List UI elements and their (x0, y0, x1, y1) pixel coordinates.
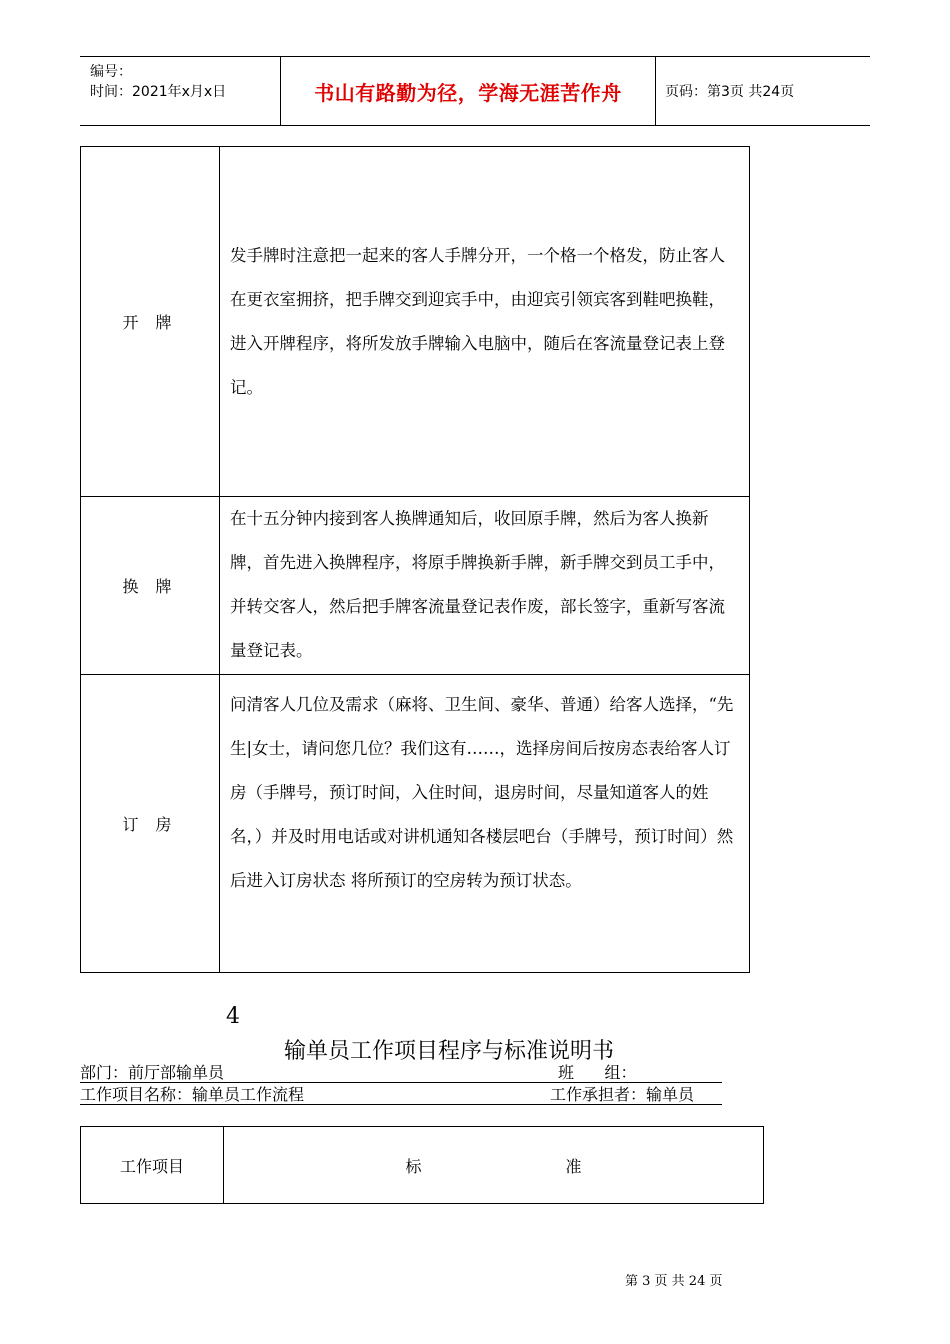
meta-line-department (80, 1060, 722, 1083)
table-row (81, 497, 750, 675)
meta-line-project (80, 1082, 722, 1105)
standard-table (80, 1126, 764, 1204)
table-row (81, 147, 750, 497)
table-row (81, 675, 750, 973)
col-standard-header (224, 1127, 764, 1204)
row-standard: 发手牌时注意把一起来的客人手牌分开，一个格一个格发，防止客人在更衣室拥挤，把手牌交到迎宾手中，由迎宾引领宾客到鞋吧换鞋，进入开牌程序，将所发放手牌输入电脑中，随后在客流量登记表上登记。 (220, 147, 750, 497)
row-standard: 在十五分钟内接到客人换牌通知后，收回原手牌，然后为客人换新牌，首先进入换牌程序，将原手牌换新手牌，新手牌交到员工手中，并转交客人，然后把手牌客流量登记表作废，部长签字，重新写客流量登记表。 (220, 497, 750, 675)
row-standard: 问清客人几位及需求（麻将、卫生间、豪华、普通）给客人选择，“先生|女士，请问您几位？我们这有……，选择房间后按房态表给客人订房（手牌号，预订时间，入住时间，退房时间，尽量知道客人的姓名，）并及时用电话或对讲机通知各楼层吧台（手牌号，预订时间）然后进入订房状态 将所预订的空房转为预订状态。 (220, 675, 750, 973)
number-label: 编号： (90, 64, 132, 80)
header-center (280, 57, 656, 125)
table-header-row (81, 1127, 764, 1204)
page-footer: 第 3 页 共 24 页 (625, 1274, 723, 1289)
header-right (655, 57, 870, 125)
row-item: 订 房 (81, 675, 220, 973)
time-label: 时间：2021年x月x日 (90, 84, 227, 100)
department: 部门：前厅部输单员 (80, 1063, 225, 1082)
col-standard-char-1: 标 (405, 1156, 422, 1176)
team: 班 组： (558, 1063, 637, 1082)
page-info: 页码：第3页 共24页 (665, 84, 795, 100)
procedure-table (80, 146, 750, 973)
project-name: 工作项目名称：输单员工作流程 (80, 1085, 305, 1104)
col-standard-char-2: 准 (565, 1156, 582, 1176)
motto: 书山有路勤为径，学海无涯苦作舟 (314, 80, 622, 105)
row-item: 换 牌 (81, 497, 220, 675)
page-header (80, 56, 870, 126)
section-title: 输单员工作项目程序与标准说明书 (284, 1039, 615, 1064)
assignee: 工作承担者：输单员 (550, 1085, 695, 1104)
header-left (80, 57, 280, 125)
section-number: 4 (226, 1004, 240, 1029)
col-item-header: 工作项目 (81, 1127, 224, 1204)
row-item: 开 牌 (81, 147, 220, 497)
